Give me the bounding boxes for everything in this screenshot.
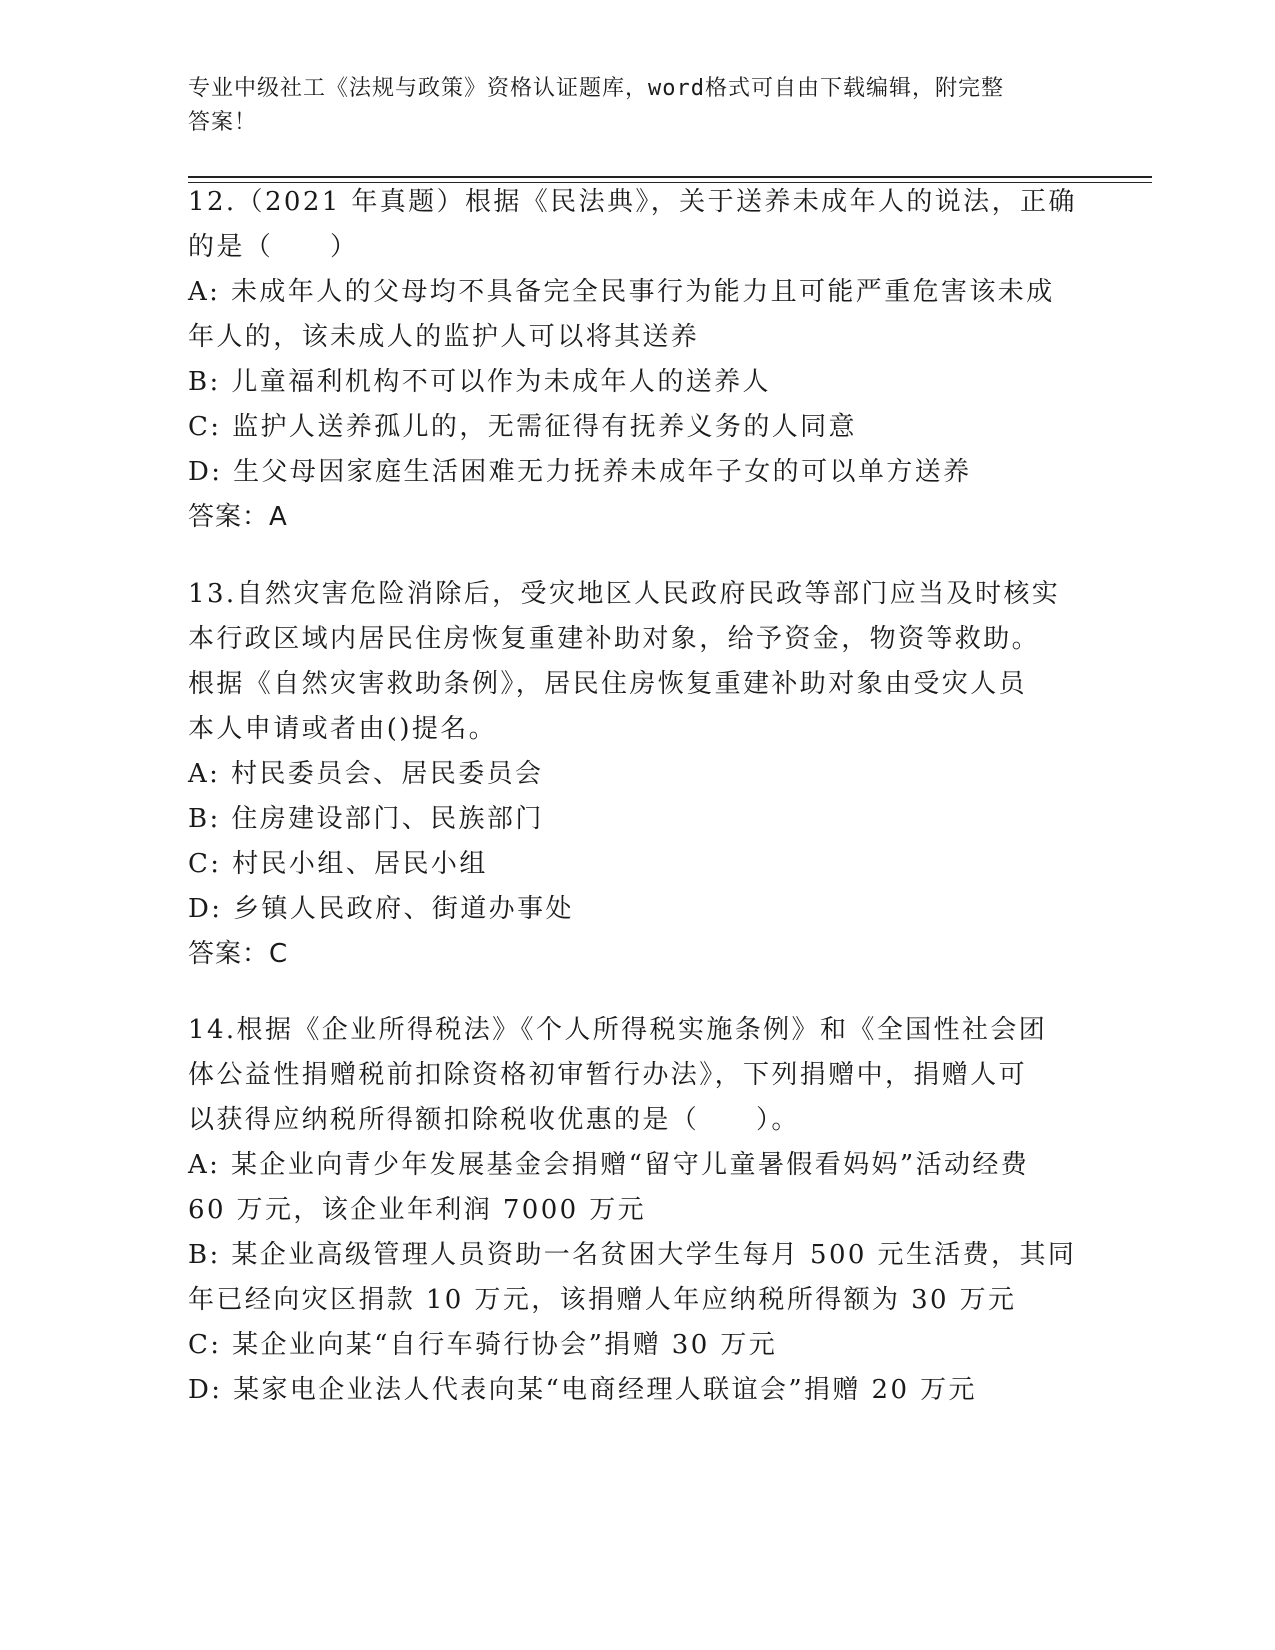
option-a: A: 某企业向青少年发展基金会捐赠“留守儿童暑假看妈妈”活动经费 — [188, 1150, 1030, 1180]
question-stem-line: 14.根据《企业所得税法》《个人所得税实施条例》和《全国性社会团 — [188, 1015, 1048, 1045]
option-a: A: 未成年人的父母均不具备完全民事行为能力且可能严重危害该未成 — [188, 277, 1055, 307]
question-stem-line: 本人申请或者由()提名。 — [188, 714, 498, 744]
header-line: 答案！ — [188, 110, 258, 135]
question-stem-line: 以获得应纳税所得额扣除税收优惠的是（ ）。 — [188, 1105, 800, 1135]
question-stem-line: 根据《自然灾害救助条例》，居民住房恢复重建补助对象由受灾人员 — [188, 669, 1028, 699]
option-a: A: 村民委员会、居民委员会 — [188, 759, 544, 789]
header-divider-thick — [188, 176, 1152, 178]
document-header — [188, 72, 1068, 140]
question-stem-line: 体公益性捐赠税前扣除资格初审暂行办法》，下列捐赠中，捐赠人可 — [188, 1060, 1028, 1090]
option-a-continued: 60 万元，该企业年利润 7000 万元 — [188, 1195, 647, 1225]
answer-label: 答案：A — [188, 502, 288, 532]
question-stem-line: 的是（ ） — [188, 232, 359, 262]
option-c: C: 监护人送养孤儿的，无需征得有抚养义务的人同意 — [188, 412, 857, 442]
header-line: 专业中级社工《法规与政策》资格认证题库，word格式可自由下载编辑，附完整 — [188, 76, 1004, 101]
option-d: D: 生父母因家庭生活困难无力抚养未成年子女的可以单方送养 — [188, 457, 972, 487]
option-b-continued: 年已经向灾区捐款 10 万元，该捐赠人年应纳税所得额为 30 万元 — [188, 1285, 1017, 1315]
question-13 — [188, 572, 1078, 977]
option-d: D: 乡镇人民政府、街道办事处 — [188, 894, 574, 924]
option-d: D: 某家电企业法人代表向某“电商经理人联谊会”捐赠 20 万元 — [188, 1375, 977, 1405]
option-c: C: 某企业向某“自行车骑行协会”捐赠 30 万元 — [188, 1330, 778, 1360]
question-stem-line: 本行政区域内居民住房恢复重建补助对象，给予资金，物资等救助。 — [188, 624, 1041, 654]
option-b: B: 住房建设部门、民族部门 — [188, 804, 544, 834]
question-stem-line: 12.（2021 年真题）根据《民法典》，关于送养未成年人的说法，正确 — [188, 187, 1077, 217]
answer-label: 答案：C — [188, 939, 289, 969]
option-c: C: 村民小组、居民小组 — [188, 849, 488, 879]
option-a-continued: 年人的，该未成人的监护人可以将其送养 — [188, 322, 700, 352]
question-14 — [188, 1008, 1078, 1413]
option-b: B: 儿童福利机构不可以作为未成年人的送养人 — [188, 367, 771, 397]
option-b: B: 某企业高级管理人员资助一名贫困大学生每月 500 元生活费，其同 — [188, 1240, 1077, 1270]
question-12 — [188, 180, 1078, 540]
question-stem-line: 13.自然灾害危险消除后，受灾地区人民政府民政等部门应当及时核实 — [188, 579, 1061, 609]
